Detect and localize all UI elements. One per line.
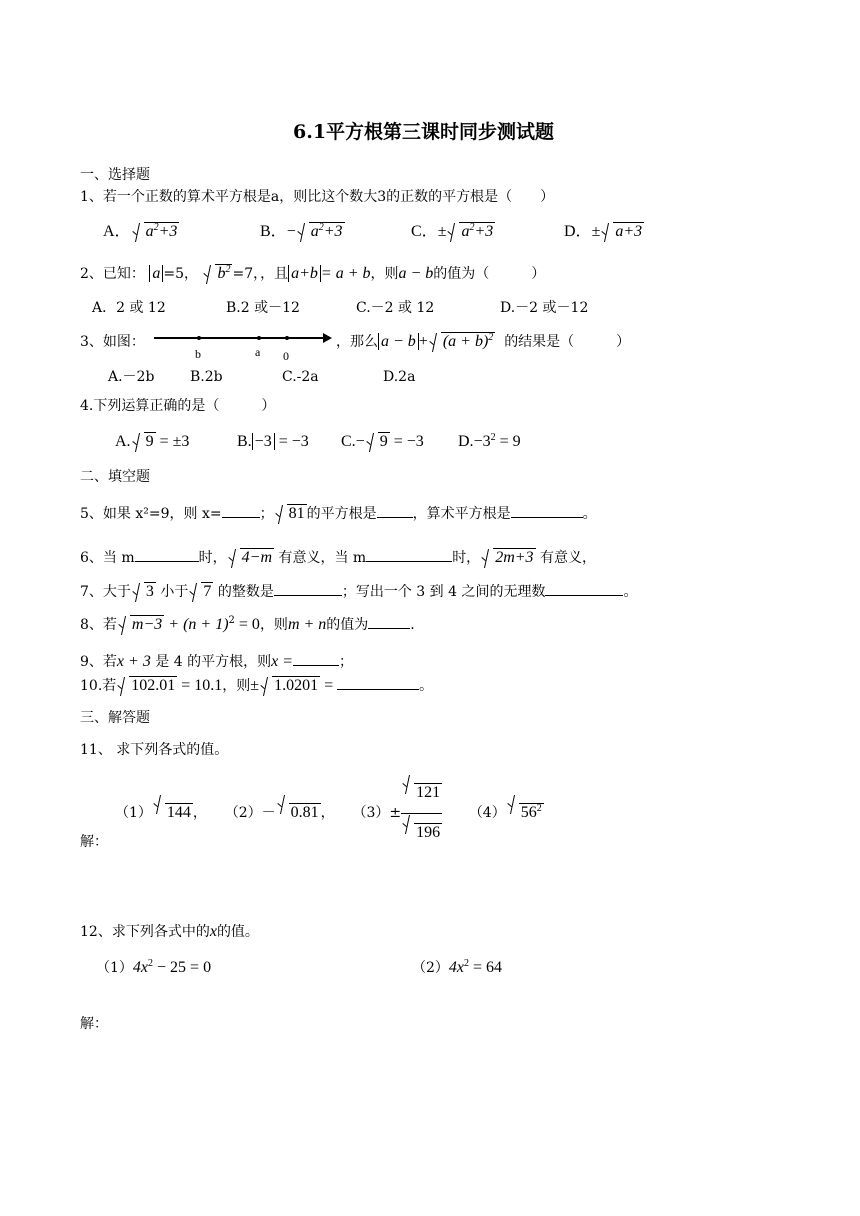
answer-label-1: 解： bbox=[80, 834, 108, 850]
q8: 8、若 $m-3 + (n + 1)^2 = 0$，则m + n的值为 . bbox=[80, 615, 415, 633]
q1-stem: 1、若一个正数的算术平方根是a，则比这个数大3的正数的平方根是（ ） bbox=[80, 189, 555, 205]
q5-blank-1[interactable] bbox=[222, 517, 260, 518]
q7: 7、大于 3 小于 7 的整数是 ；写出一个 3 到 4 之间的无理数 。 bbox=[80, 583, 638, 600]
q6-blank-2[interactable] bbox=[366, 561, 452, 562]
q4-choice-a: A. 9 = ±3 bbox=[115, 433, 190, 450]
q3-stem: ，那么 $a - b + (a + b)^2$ 的结果是（ ） bbox=[336, 332, 631, 350]
q1-choice-d: D．± a+3 bbox=[564, 223, 643, 240]
q12-stem: 12、求下列各式中的x的值。 bbox=[80, 923, 259, 940]
point-0 bbox=[285, 336, 289, 340]
q1-choice-c: C．± $a^2+3$ bbox=[411, 222, 494, 240]
answer-label-2: 解： bbox=[80, 1016, 108, 1032]
section-choice: 一、选择题 bbox=[80, 167, 150, 183]
q10-blank[interactable] bbox=[337, 689, 419, 690]
q9: 9、若x + 3 是 4 的平方根，则x = ； bbox=[80, 653, 353, 670]
q4-stem: 4.下列运算正确的是（ ） bbox=[80, 398, 276, 414]
q6-blank-1[interactable] bbox=[135, 561, 199, 562]
number-line-arrow bbox=[323, 333, 332, 343]
q12-item-2: $(2)4x^2 = 64$ bbox=[412, 958, 503, 976]
q2-choice-a: A．2 或 12 bbox=[92, 300, 166, 316]
q2-stem: 2、已知： a =5， $b^2 =7$，，且 a+b = a + b，则a − b的值为（ ） bbox=[80, 264, 546, 282]
q2-choice-d: D.－2 或－12 bbox=[500, 300, 589, 316]
q8-blank[interactable] bbox=[368, 628, 410, 629]
page-title: 6.1平方根第三课时同步测试题 bbox=[293, 121, 555, 143]
q1-choice-b: B．− $a^2+3$ bbox=[260, 222, 343, 240]
q3-choice-a: A.－2b bbox=[108, 369, 155, 385]
q4-choice-b: B. −3 = −3 bbox=[237, 433, 309, 450]
label-a: a bbox=[255, 345, 261, 359]
q11-stem: 11、 求下列各式的值。 bbox=[80, 742, 229, 758]
q12-item-1: $(1)4x^2 - 25 = 0$ bbox=[96, 958, 212, 976]
q3-choice-d: D.2a bbox=[383, 369, 416, 385]
q7-blank-1[interactable] bbox=[274, 595, 342, 596]
q1-choice-a: A． $a^2+3$ bbox=[103, 222, 178, 240]
q10: 10.若 102.01 = 10.1，则± 1.0201 = 。 bbox=[80, 677, 434, 694]
q7-blank-2[interactable] bbox=[545, 595, 623, 596]
section-fill: 二、填空题 bbox=[80, 469, 150, 485]
section-solve: 三、解答题 bbox=[80, 710, 150, 726]
q3-choice-b: B.2b bbox=[190, 369, 223, 385]
point-a bbox=[257, 336, 261, 340]
q3-choice-c: C.-2a bbox=[282, 369, 319, 385]
q4-choice-d: $D.-3^2 = 9$ bbox=[458, 432, 521, 450]
q5: 5、如果 x²=9，则 x= ； 81 的平方根是 ，算术平方根是 。 bbox=[80, 505, 597, 522]
label-b: b bbox=[195, 347, 201, 361]
label-0: 0 bbox=[283, 349, 289, 363]
q5-blank-2[interactable] bbox=[377, 517, 413, 518]
q2-choice-c: C.－2 或 12 bbox=[356, 300, 435, 316]
q11-items: （1） 144 ， （2）－ 0.81 ， （3）± $\frac{121}{196}$ （4） $56^2$ bbox=[115, 774, 544, 852]
q2-choice-b: B.2 或－12 bbox=[226, 300, 300, 316]
point-b bbox=[197, 336, 201, 340]
q3-label: 3、如图： bbox=[80, 334, 145, 350]
number-line bbox=[150, 328, 335, 368]
q6: 6、当 m 时， 4−m 有意义，当 m 时， 2m+3 有意义， bbox=[80, 549, 596, 566]
q4-choice-c: C.− 9 = −3 bbox=[341, 433, 424, 450]
q5-blank-3[interactable] bbox=[511, 517, 583, 518]
q9-blank[interactable] bbox=[293, 665, 339, 666]
